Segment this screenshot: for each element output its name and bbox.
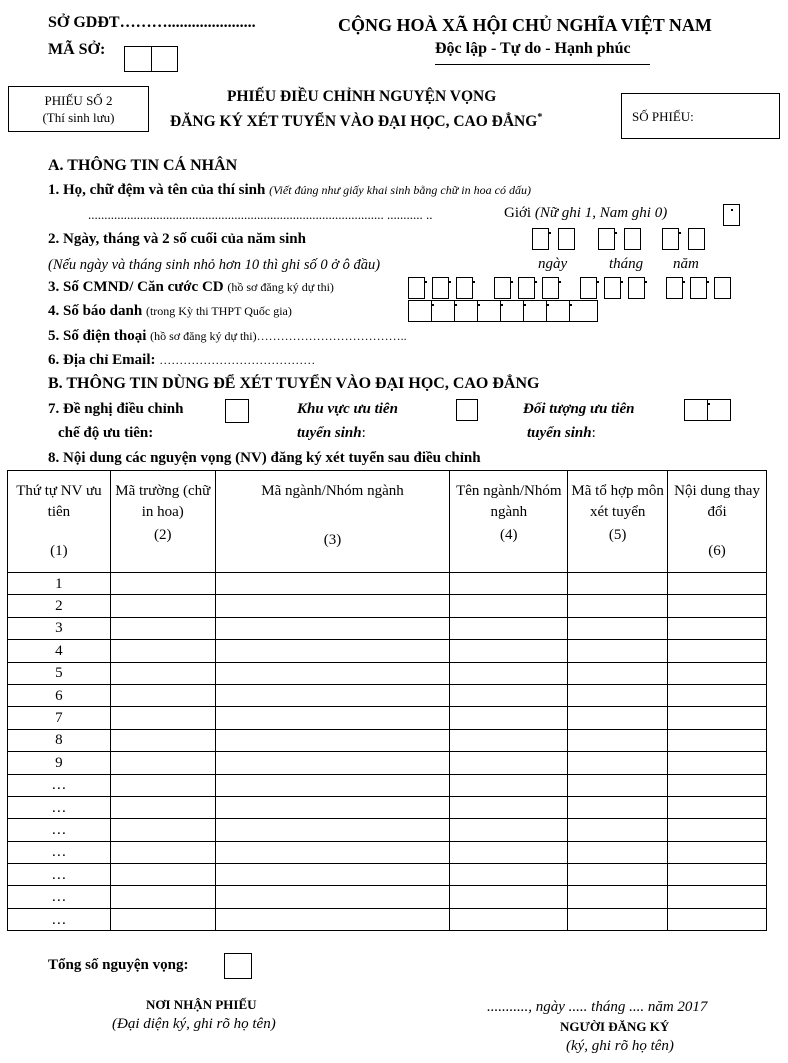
nv-input-cell[interactable] (110, 573, 215, 595)
dt-label-1: Đối tượng ưu tiên (523, 401, 635, 417)
cmnd-box-11[interactable] (690, 277, 707, 299)
nv-input-cell[interactable] (110, 886, 215, 908)
nam-box-1[interactable] (662, 228, 679, 250)
nv-input-cell[interactable] (450, 752, 568, 774)
nv-input-cell[interactable] (668, 864, 767, 886)
dt-box-2[interactable] (707, 399, 731, 421)
q1-label: 1. Họ, chữ đệm và tên của thí sinh (48, 182, 266, 198)
nv-order-cell: 8 (8, 729, 111, 751)
table-row (8, 684, 767, 706)
nv-input-cell[interactable] (568, 684, 668, 706)
q8-label: 8. Nội dung các nguyện vọng (NV) đăng ký xét tuyển sau điều chỉnh (48, 450, 481, 466)
country-name: CỘNG HOÀ XÃ HỘI CHỦ NGHĨA VIỆT NAM (338, 15, 712, 35)
nv-input-cell[interactable] (110, 752, 215, 774)
col-header-2: Mã trường (chữ in hoa) (2) (110, 471, 215, 573)
table-row (8, 707, 767, 729)
nv-input-cell[interactable] (110, 908, 215, 930)
nv-order-cell: 6 (8, 684, 111, 706)
footer-left-note: (Đại diện ký, ghi rõ họ tên) (112, 1016, 276, 1032)
phone-field[interactable]: ……………………………….. (256, 329, 407, 343)
cmnd-box-5[interactable] (518, 277, 535, 299)
nv-input-cell[interactable] (568, 729, 668, 751)
nv-input-cell[interactable] (668, 841, 767, 863)
nv-input-cell[interactable] (668, 662, 767, 684)
table-row (8, 774, 767, 796)
sbd-box-6[interactable] (523, 300, 547, 322)
table-row (8, 640, 767, 662)
nv-input-cell[interactable] (568, 707, 668, 729)
nv-order-cell: … (8, 796, 111, 818)
nv-input-cell[interactable] (450, 774, 568, 796)
nv-input-cell[interactable] (568, 617, 668, 639)
q7-line1: 7. Đề nghị điều chỉnh (48, 401, 184, 417)
cmnd-box-9[interactable] (628, 277, 645, 299)
ma-so-box-2[interactable] (151, 46, 178, 72)
nv-input-cell[interactable] (450, 573, 568, 595)
thang-label: tháng (609, 256, 644, 272)
ngay-label: ngày (538, 256, 568, 272)
section-a-title: A. THÔNG TIN CÁ NHÂN (48, 157, 238, 174)
nv-input-cell[interactable] (215, 819, 450, 841)
nv-table (7, 470, 767, 931)
nam-label: năm (673, 256, 699, 272)
table-row (8, 841, 767, 863)
table-row (8, 729, 767, 751)
thang-box-2[interactable] (624, 228, 641, 250)
nv-input-cell[interactable] (110, 684, 215, 706)
total-label: Tổng số nguyện vọng: (48, 957, 189, 973)
nv-input-cell[interactable] (450, 864, 568, 886)
nv-input-cell[interactable] (215, 908, 450, 930)
nv-input-cell[interactable] (110, 841, 215, 863)
nv-order-cell: 1 (8, 573, 111, 595)
nam-box-2[interactable] (688, 228, 705, 250)
nv-input-cell[interactable] (450, 640, 568, 662)
nv-order-cell: 7 (8, 707, 111, 729)
cmnd-box-12[interactable] (714, 277, 731, 299)
q1-note: (Viết đúng như giấy khai sinh bằng chữ in hoa có dấu) (269, 183, 531, 197)
nv-order-cell: 9 (8, 752, 111, 774)
sbd-box-1[interactable] (408, 300, 432, 322)
nv-input-cell[interactable] (668, 774, 767, 796)
cmnd-box-7[interactable] (580, 277, 597, 299)
cmnd-box-3[interactable] (456, 277, 473, 299)
cmnd-box-8[interactable] (604, 277, 621, 299)
gioi-box[interactable] (723, 204, 740, 226)
nv-input-cell[interactable] (450, 707, 568, 729)
nv-input-cell[interactable] (215, 864, 450, 886)
nv-input-cell[interactable] (450, 729, 568, 751)
q7-line2: chế độ ưu tiên: (58, 425, 154, 441)
nv-input-cell[interactable] (110, 819, 215, 841)
total-box[interactable] (224, 953, 252, 979)
nv-input-cell[interactable] (668, 684, 767, 706)
nv-input-cell[interactable] (110, 640, 215, 662)
nv-input-cell[interactable] (215, 796, 450, 818)
cmnd-box-1[interactable] (408, 277, 425, 299)
nv-input-cell[interactable] (668, 819, 767, 841)
ma-so-box-1[interactable] (124, 46, 152, 72)
nv-input-cell[interactable] (568, 886, 668, 908)
sbd-box-3[interactable] (454, 300, 478, 322)
table-header-row (8, 471, 767, 573)
so-phieu-box[interactable] (621, 93, 780, 139)
col-header-1: Thứ tự NV ưu tiên (1) (8, 471, 111, 573)
nv-input-cell[interactable] (215, 684, 450, 706)
nv-input-cell[interactable] (668, 752, 767, 774)
kv-box[interactable] (456, 399, 478, 421)
table-row (8, 908, 767, 930)
nv-input-cell[interactable] (110, 796, 215, 818)
nv-input-cell[interactable] (668, 640, 767, 662)
q3-row: 3. Số CMND/ Căn cước CD (hồ sơ đăng ký dự thi) (48, 279, 334, 295)
title-line1: PHIẾU ĐIỀU CHỈNH NGUYỆN VỌNG (227, 88, 497, 105)
nv-input-cell[interactable] (215, 662, 450, 684)
q1-row (48, 182, 531, 199)
q4-row: 4. Số báo danh (trong Kỳ thi THPT Quốc gia) (48, 303, 292, 319)
col-header-3: Mã ngành/Nhóm ngành (3) (215, 471, 450, 573)
nv-input-cell[interactable] (110, 707, 215, 729)
nv-input-cell[interactable] (450, 617, 568, 639)
ngay-box-1[interactable] (532, 228, 549, 250)
nv-order-cell: 4 (8, 640, 111, 662)
nv-input-cell[interactable] (215, 774, 450, 796)
nv-order-cell: … (8, 864, 111, 886)
nv-input-cell[interactable] (668, 707, 767, 729)
table-row (8, 864, 767, 886)
nv-order-cell: … (8, 841, 111, 863)
nv-order-cell: … (8, 774, 111, 796)
nv-input-cell[interactable] (215, 886, 450, 908)
nv-input-cell[interactable] (110, 774, 215, 796)
nv-input-cell[interactable] (450, 841, 568, 863)
nv-order-cell: … (8, 886, 111, 908)
ma-so-label: MÃ SỞ: (48, 41, 106, 58)
nv-input-cell[interactable] (568, 796, 668, 818)
footer-date: ..........., ngày ..... tháng .... năm 2017 (487, 999, 708, 1015)
section-b-title: B. THÔNG TIN DÙNG ĐỂ XÉT TUYỂN VÀO ĐẠI HỌC, CAO ĐẲNG (48, 375, 540, 392)
nv-input-cell[interactable] (668, 729, 767, 751)
q5-row: 5. Số điện thoại (hồ sơ đăng ký dự thi)……………………………….. (48, 328, 407, 344)
nv-input-cell[interactable] (215, 617, 450, 639)
nv-input-cell[interactable] (668, 796, 767, 818)
nv-input-cell[interactable] (568, 774, 668, 796)
thang-box-1[interactable] (598, 228, 615, 250)
title-line2: ĐĂNG KÝ XÉT TUYỂN VÀO ĐẠI HỌC, CAO ĐẲNG* (170, 112, 543, 131)
so-phieu-label: SỐ PHIẾU: (632, 109, 694, 124)
nv-input-cell[interactable] (215, 752, 450, 774)
table-row (8, 796, 767, 818)
nv-input-cell[interactable] (215, 595, 450, 617)
nv-input-cell[interactable] (215, 729, 450, 751)
table-row (8, 595, 767, 617)
nv-input-cell[interactable] (568, 752, 668, 774)
ngay-box-2[interactable] (558, 228, 575, 250)
nv-input-cell[interactable] (110, 617, 215, 639)
q6-row: 6. Địa chỉ Email: ………………………………… (48, 352, 316, 368)
nv-input-cell[interactable] (450, 796, 568, 818)
sbd-box-7[interactable] (546, 300, 570, 322)
nv-input-cell[interactable] (568, 864, 668, 886)
sbd-box-4[interactable] (477, 300, 501, 322)
q1-gioi: Giới (Nữ ghi 1, Nam ghi 0) (504, 205, 668, 221)
cmnd-box-4[interactable] (494, 277, 511, 299)
sbd-box-2[interactable] (431, 300, 455, 322)
nv-input-cell[interactable] (568, 640, 668, 662)
nv-order-cell: 3 (8, 617, 111, 639)
nv-order-cell: … (8, 908, 111, 930)
motto: Độc lập - Tự do - Hạnh phúc (435, 40, 650, 65)
table-row (8, 819, 767, 841)
phieu-so-line2: (Thí sinh lưu) (42, 110, 115, 125)
col-header-4: Tên ngành/Nhóm ngành (4) (450, 471, 568, 573)
nv-input-cell[interactable] (450, 819, 568, 841)
q7-adjust-box[interactable] (225, 399, 249, 423)
nv-input-cell[interactable] (568, 908, 668, 930)
nv-input-cell[interactable] (668, 908, 767, 930)
table-row (8, 752, 767, 774)
footer-left-title: NƠI NHẬN PHIẾU (146, 997, 257, 1012)
nv-input-cell[interactable] (450, 684, 568, 706)
table-row (8, 662, 767, 684)
nv-input-cell[interactable] (568, 819, 668, 841)
q1-name-field[interactable]: ........................................................................................... ........... .. (88, 207, 433, 222)
nv-input-cell[interactable] (215, 707, 450, 729)
nv-input-cell[interactable] (668, 617, 767, 639)
nv-input-cell[interactable] (110, 662, 215, 684)
nv-input-cell[interactable] (668, 886, 767, 908)
dt-label-2: tuyển sinh: (527, 425, 596, 441)
sbd-box-5[interactable] (500, 300, 524, 322)
phieu-so-box (8, 86, 149, 132)
dt-box-1[interactable] (684, 399, 708, 421)
kv-label-1: Khu vực ưu tiên (297, 401, 398, 417)
cmnd-box-6[interactable] (542, 277, 559, 299)
footer-right-note: (ký, ghi rõ họ tên) (566, 1038, 674, 1054)
nv-input-cell[interactable] (668, 595, 767, 617)
q2-label: 2. Ngày, tháng và 2 số cuối của năm sinh (48, 231, 306, 247)
cmnd-box-10[interactable] (666, 277, 683, 299)
email-field[interactable]: ………………………………… (159, 353, 316, 367)
nv-input-cell[interactable] (215, 640, 450, 662)
sbd-box-8[interactable] (569, 300, 598, 322)
nv-input-cell[interactable] (450, 662, 568, 684)
nv-input-cell[interactable] (568, 841, 668, 863)
cmnd-box-2[interactable] (432, 277, 449, 299)
col-header-6: Nội dung thay đổi (6) (668, 471, 767, 573)
table-row (8, 886, 767, 908)
nv-input-cell[interactable] (110, 864, 215, 886)
nv-input-cell[interactable] (450, 908, 568, 930)
nv-input-cell[interactable] (450, 595, 568, 617)
nv-input-cell[interactable] (110, 595, 215, 617)
nv-order-cell: 2 (8, 595, 111, 617)
nv-order-cell: 5 (8, 662, 111, 684)
table-row (8, 573, 767, 595)
nv-input-cell[interactable] (568, 595, 668, 617)
footer-right-title: NGƯỜI ĐĂNG KÝ (560, 1019, 670, 1034)
nv-order-cell: … (8, 819, 111, 841)
kv-label-2: tuyển sinh: (297, 425, 366, 441)
phieu-so-line1: PHIẾU SỐ 2 (44, 93, 113, 108)
q2-note: (Nếu ngày và tháng sinh nhỏ hơn 10 thì ghi số 0 ở ô đầu) (48, 257, 381, 273)
nv-input-cell[interactable] (110, 729, 215, 751)
nv-input-cell[interactable] (450, 886, 568, 908)
nv-input-cell[interactable] (215, 573, 450, 595)
so-gddt: SỞ GDĐT………...................... (48, 14, 256, 31)
nv-input-cell[interactable] (568, 573, 668, 595)
nv-input-cell[interactable] (668, 573, 767, 595)
nv-input-cell[interactable] (215, 841, 450, 863)
nv-input-cell[interactable] (568, 662, 668, 684)
table-row (8, 617, 767, 639)
col-header-5: Mã tổ hợp môn xét tuyển (5) (568, 471, 668, 573)
